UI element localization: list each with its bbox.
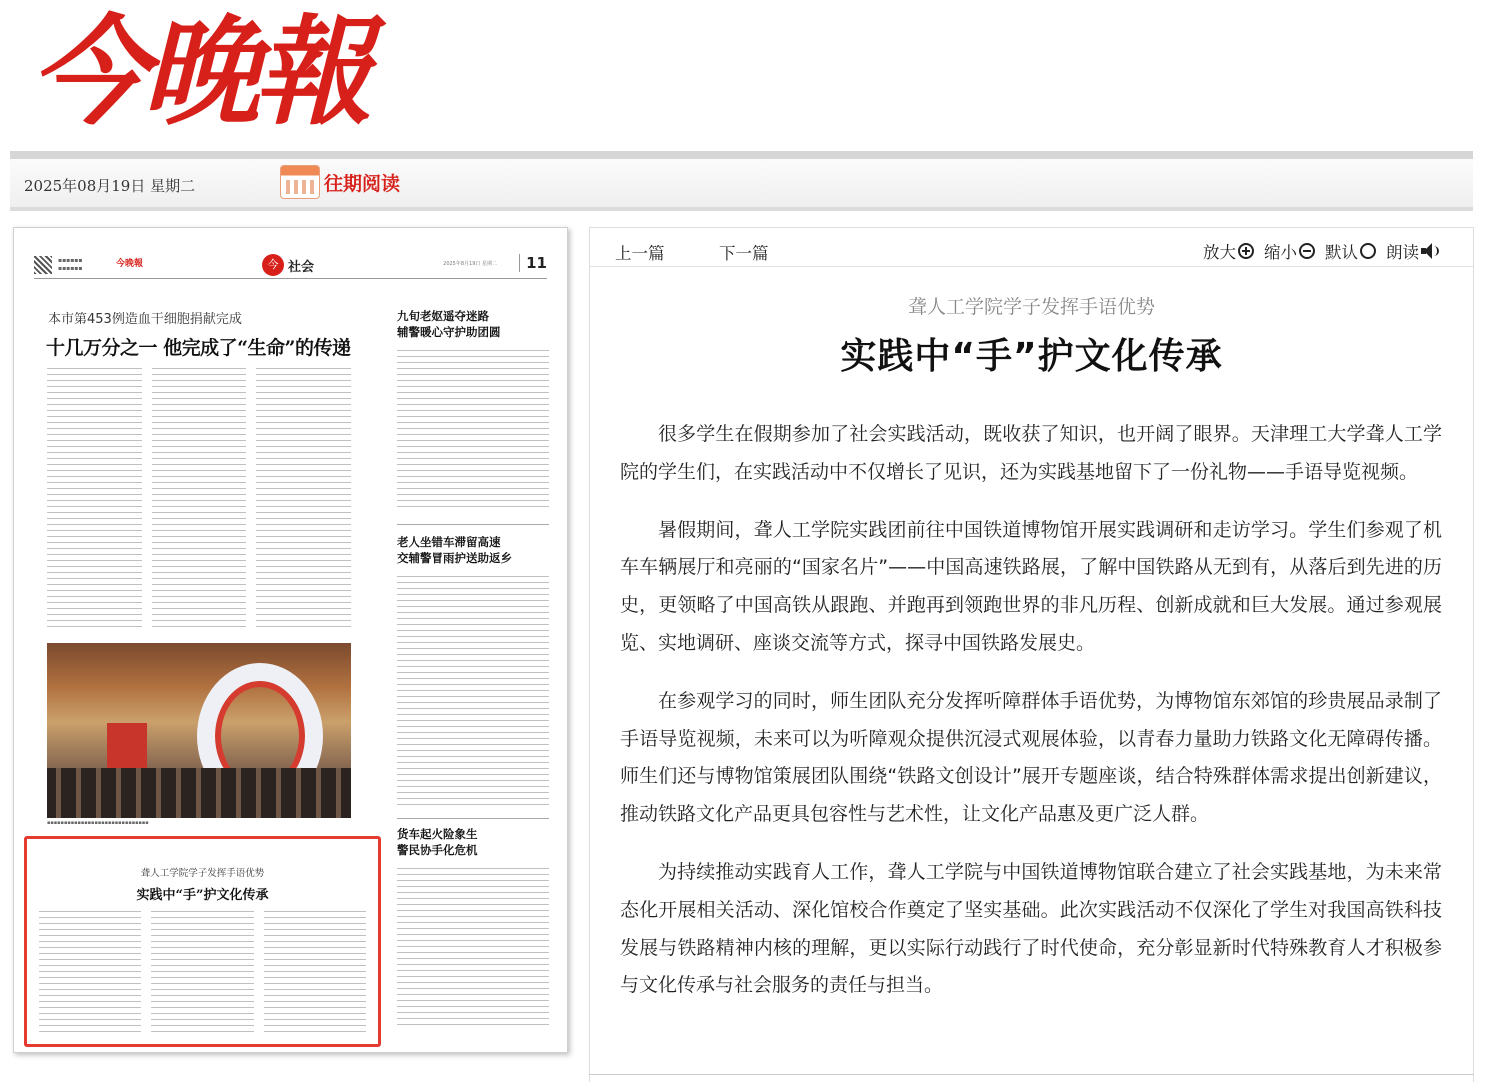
reader-tools xyxy=(1203,239,1439,263)
text-column xyxy=(397,576,549,806)
circle-icon xyxy=(1360,243,1376,259)
text-column xyxy=(39,911,141,1033)
side-article-body[interactable] xyxy=(397,576,549,806)
article-paragraph: 暑假期间，聋人工学院实践团前往中国铁道博物馆开展实践调研和走访学习。学生们参观了机车车辆展厅和亮丽的“国家名片”——中国高速铁路展，了解中国铁路从无到有，从落后到先进的历史，更领略了中国高铁从跟跑、并跑再到领跑世界的非凡历程、创新成就和巨大发展。通过参观展览、实地调研、座谈交流等方式，探寻中国铁路发展史。 xyxy=(620,518,1442,654)
past-issues-label[interactable]: 往期阅读 xyxy=(324,172,401,195)
read-aloud-label: 朗读 xyxy=(1386,243,1419,262)
photo-caption: ▪▪▪▪▪▪▪▪▪▪▪▪▪▪▪▪▪▪▪▪▪▪▪▪▪▪▪▪▪▪ xyxy=(47,820,149,826)
highlight-body xyxy=(39,911,366,1033)
divider xyxy=(34,278,547,279)
prev-article-link[interactable]: 上一篇 xyxy=(615,244,665,263)
text-column xyxy=(256,368,351,630)
selected-article-highlight[interactable] xyxy=(24,836,381,1047)
text-column xyxy=(264,911,366,1033)
side-article-body[interactable] xyxy=(397,350,549,510)
page-number: 11 xyxy=(519,254,547,272)
newspaper-logo[interactable] xyxy=(30,2,366,142)
lead-article-kicker[interactable]: 本市第453例造血干细胞捐献完成 xyxy=(48,312,242,327)
default-size-button[interactable] xyxy=(1325,239,1376,263)
next-article-link[interactable]: 下一篇 xyxy=(719,244,769,263)
logo-text: 今晚報 xyxy=(30,2,367,141)
past-issues-button[interactable] xyxy=(280,165,400,199)
article-kicker: 聋人工学院学子发挥手语优势 xyxy=(907,296,1155,318)
calendar-icon[interactable] xyxy=(280,165,320,199)
default-size-label: 默认 xyxy=(1325,243,1358,262)
section-name: 社会 xyxy=(288,259,315,275)
publisher-info: ▪▪▪▪▪▪ ▪▪▪▪▪▪ xyxy=(58,257,83,272)
text-column xyxy=(397,350,549,510)
side-article-body[interactable] xyxy=(397,868,549,1028)
zoom-in-button[interactable] xyxy=(1203,239,1254,263)
side-article-title[interactable]: 老人坐错车滞留高速 交辅警冒雨护送助返乡 xyxy=(397,535,512,565)
lead-article-body[interactable] xyxy=(47,368,351,630)
plus-circle-icon xyxy=(1238,243,1254,259)
zoom-in-label: 放大 xyxy=(1203,243,1236,262)
text-column xyxy=(151,911,253,1033)
text-column xyxy=(47,368,142,630)
news-photo[interactable] xyxy=(47,643,351,818)
page-meta: 2025年8月19日 星期二 xyxy=(443,261,497,267)
reader-toolbar xyxy=(590,228,1473,267)
qr-code-icon xyxy=(34,256,52,274)
lead-article-title[interactable]: 十几万分之一 他完成了“生命”的传递 xyxy=(46,337,351,359)
minus-circle-icon xyxy=(1299,243,1315,259)
side-article-title[interactable]: 货车起火险象生 警民协手化危机 xyxy=(397,827,478,857)
article-paragraph: 很多学生在假期参加了社会实践活动，既收获了知识，也开阔了眼界。天津理工大学聋人工学院的学生们，在实践活动中不仅增长了见识，还为实践基地留下了一份礼物——手语导览视频。 xyxy=(620,423,1442,483)
divider xyxy=(589,1074,1474,1075)
article-title: 实践中“手”护文化传承 xyxy=(840,336,1223,377)
divider xyxy=(397,524,549,525)
text-column xyxy=(152,368,247,630)
date-bar xyxy=(10,159,1473,211)
page-header xyxy=(34,254,547,278)
section-icon: 今 xyxy=(262,254,284,276)
article-body xyxy=(620,416,1442,1025)
speaker-icon xyxy=(1421,243,1439,259)
divider xyxy=(10,151,1473,159)
section-badge xyxy=(262,254,314,276)
read-aloud-button[interactable] xyxy=(1386,239,1439,263)
highlight-kicker: 聋人工学院学子发挥手语优势 xyxy=(140,868,265,879)
zoom-out-label: 缩小 xyxy=(1264,243,1297,262)
side-article-title[interactable]: 九旬老妪遥夺迷路 辅警暖心守护助团圆 xyxy=(397,309,501,339)
page-thumbnail[interactable] xyxy=(13,227,568,1053)
article-paragraph: 为持续推动实践育人工作，聋人工学院与中国铁道博物馆联合建立了社会实践基地，为未来常态化开展相关活动、深化馆校合作奠定了坚实基础。此次实践活动不仅深化了学生对我国高铁科技发展与铁路精神内核的理解，更以实际行动践行了时代使命，充分彰显新时代特殊教育人才积极参与文化传承与社会服务的责任与担当。 xyxy=(620,860,1442,997)
issue-date: 2025年08月19日 星期二 xyxy=(24,177,196,195)
text-column xyxy=(397,868,549,1028)
mini-logo: 今晚報 xyxy=(116,259,144,269)
article-paragraph: 在参观学习的同时，师生团队充分发挥听障群体手语优势，为博物馆东郊馆的珍贵展品录制了手语导览视频，未来可以为听障观众提供沉浸式观展体验，以青春力量助力铁路文化无障碍传播。师生们还与博物馆策展团队围绕“铁路文创设计”展开专题座谈，结合特殊群体需求提出创新建议，推动铁路文化产品更具包容性与艺术性，让文化产品惠及更广泛人群。 xyxy=(620,689,1442,826)
highlight-title: 实践中“手”护文化传承 xyxy=(136,888,269,903)
article-reader xyxy=(589,227,1474,1082)
zoom-out-button[interactable] xyxy=(1264,239,1315,263)
masthead xyxy=(0,0,1495,150)
divider xyxy=(397,818,549,819)
photo-detail xyxy=(47,768,351,818)
